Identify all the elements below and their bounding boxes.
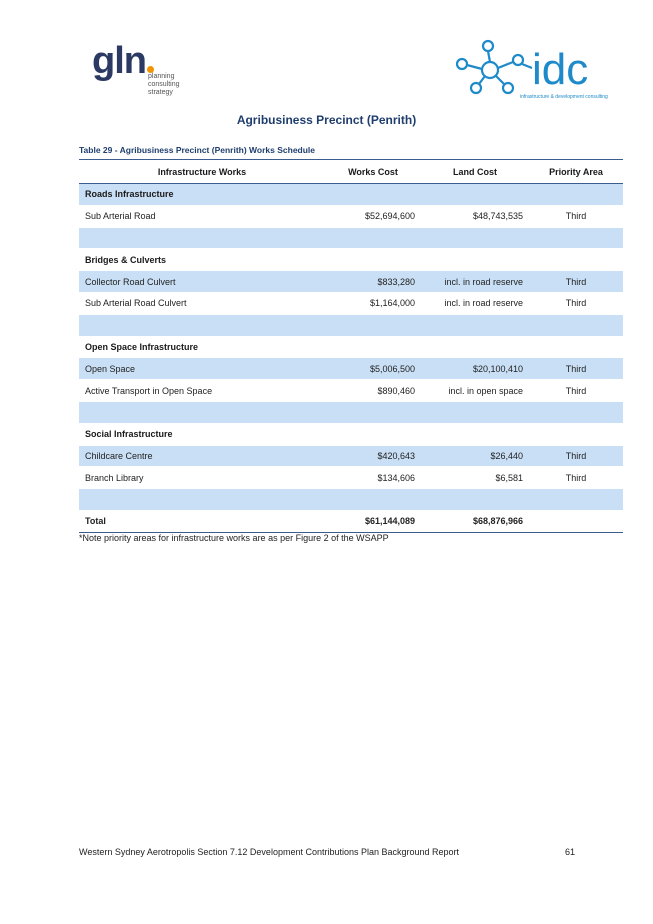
cell-infrastructure-works: Sub Arterial Road <box>79 205 325 227</box>
cell-infrastructure-works: Roads Infrastructure <box>79 184 325 206</box>
cell-priority-area: Third <box>529 205 623 227</box>
cell-land-cost <box>421 249 529 271</box>
table-row <box>79 271 623 293</box>
cell-priority-area: Third <box>529 358 623 380</box>
spacer-row <box>79 227 623 249</box>
table-body <box>79 184 623 533</box>
cell-land-cost: $20,100,410 <box>421 358 529 380</box>
table-row <box>79 445 623 467</box>
cell-infrastructure-works: Collector Road Culvert <box>79 271 325 293</box>
cell-works-cost <box>325 249 421 271</box>
table-row <box>79 467 623 489</box>
cell-land-cost <box>421 227 529 249</box>
table-header-row <box>79 160 623 184</box>
table-caption: Table 29 - Agribusiness Precinct (Penrith) Works Schedule <box>79 145 316 155</box>
cell-works-cost <box>325 227 421 249</box>
gln-logo-word: gln <box>92 40 146 82</box>
cell-works-cost: $833,280 <box>325 271 421 293</box>
idc-logo <box>452 38 608 104</box>
cell-infrastructure-works: Bridges & Culverts <box>79 249 325 271</box>
table-row <box>79 380 623 402</box>
gln-logo <box>92 40 180 96</box>
cell-infrastructure-works: Sub Arterial Road Culvert <box>79 292 325 314</box>
table-row <box>79 205 623 227</box>
header-infrastructure-works: Infrastructure Works <box>79 160 325 184</box>
cell-priority-area <box>529 489 623 511</box>
cell-priority-area <box>529 401 623 423</box>
cell-land-cost: incl. in road reserve <box>421 292 529 314</box>
cell-infrastructure-works: Childcare Centre <box>79 445 325 467</box>
header-land-cost: Land Cost <box>421 160 529 184</box>
cell-works-cost: $890,460 <box>325 380 421 402</box>
cell-land-cost <box>421 423 529 445</box>
cell-infrastructure-works: Social Infrastructure <box>79 423 325 445</box>
cell-land-cost <box>421 184 529 206</box>
gln-logo-tagline: planning consulting strategy <box>148 73 180 96</box>
cell-works-cost: $61,144,089 <box>325 510 421 532</box>
cell-works-cost <box>325 184 421 206</box>
cell-priority-area: Third <box>529 271 623 293</box>
cell-works-cost <box>325 489 421 511</box>
cell-land-cost: incl. in open space <box>421 380 529 402</box>
cell-priority-area: Third <box>529 292 623 314</box>
cell-priority-area <box>529 184 623 206</box>
cell-works-cost <box>325 423 421 445</box>
cell-infrastructure-works: Branch Library <box>79 467 325 489</box>
section-row <box>79 336 623 358</box>
cell-land-cost <box>421 401 529 423</box>
footer-text: Western Sydney Aerotropolis Section 7.12 Development Contributions Plan Background Report <box>79 847 460 857</box>
cell-priority-area: Third <box>529 380 623 402</box>
cell-infrastructure-works <box>79 489 325 511</box>
cell-infrastructure-works <box>79 314 325 336</box>
cell-priority-area <box>529 314 623 336</box>
cell-priority-area: Third <box>529 445 623 467</box>
works-schedule-table <box>79 159 623 533</box>
cell-land-cost: $26,440 <box>421 445 529 467</box>
header-priority-area: Priority Area <box>529 160 623 184</box>
table-note: *Note priority areas for infrastructure works are as per Figure 2 of the WSAPP <box>79 533 389 543</box>
page-title: Agribusiness Precinct (Penrith) <box>236 113 417 127</box>
cell-land-cost <box>421 314 529 336</box>
cell-works-cost: $420,643 <box>325 445 421 467</box>
cell-priority-area <box>529 510 623 532</box>
cell-works-cost <box>325 401 421 423</box>
cell-works-cost <box>325 314 421 336</box>
header-works-cost: Works Cost <box>325 160 421 184</box>
cell-infrastructure-works: Total <box>79 510 325 532</box>
cell-priority-area <box>529 336 623 358</box>
cell-land-cost: $6,581 <box>421 467 529 489</box>
idc-logo-word: idc <box>532 45 589 94</box>
cell-land-cost: incl. in road reserve <box>421 271 529 293</box>
table-row <box>79 292 623 314</box>
cell-works-cost: $5,006,500 <box>325 358 421 380</box>
cell-infrastructure-works: Open Space Infrastructure <box>79 336 325 358</box>
cell-infrastructure-works: Open Space <box>79 358 325 380</box>
cell-priority-area <box>529 423 623 445</box>
cell-works-cost: $52,694,600 <box>325 205 421 227</box>
idc-logo-tagline: infrastructure & development consulting <box>520 94 608 100</box>
spacer-row <box>79 489 623 511</box>
cell-land-cost <box>421 489 529 511</box>
cell-infrastructure-works <box>79 401 325 423</box>
spacer-row <box>79 401 623 423</box>
page-footer <box>79 847 575 857</box>
total-row <box>79 510 623 532</box>
cell-works-cost <box>325 336 421 358</box>
cell-infrastructure-works <box>79 227 325 249</box>
section-row <box>79 249 623 271</box>
cell-priority-area <box>529 249 623 271</box>
page-number: 61 <box>564 847 575 857</box>
gln-logo-dot <box>147 66 154 73</box>
cell-land-cost: $48,743,535 <box>421 205 529 227</box>
cell-priority-area: Third <box>529 467 623 489</box>
table-row <box>79 358 623 380</box>
section-row <box>79 184 623 206</box>
cell-land-cost <box>421 336 529 358</box>
cell-land-cost: $68,876,966 <box>421 510 529 532</box>
cell-works-cost: $134,606 <box>325 467 421 489</box>
section-row <box>79 423 623 445</box>
spacer-row <box>79 314 623 336</box>
cell-works-cost: $1,164,000 <box>325 292 421 314</box>
cell-priority-area <box>529 227 623 249</box>
cell-infrastructure-works: Active Transport in Open Space <box>79 380 325 402</box>
